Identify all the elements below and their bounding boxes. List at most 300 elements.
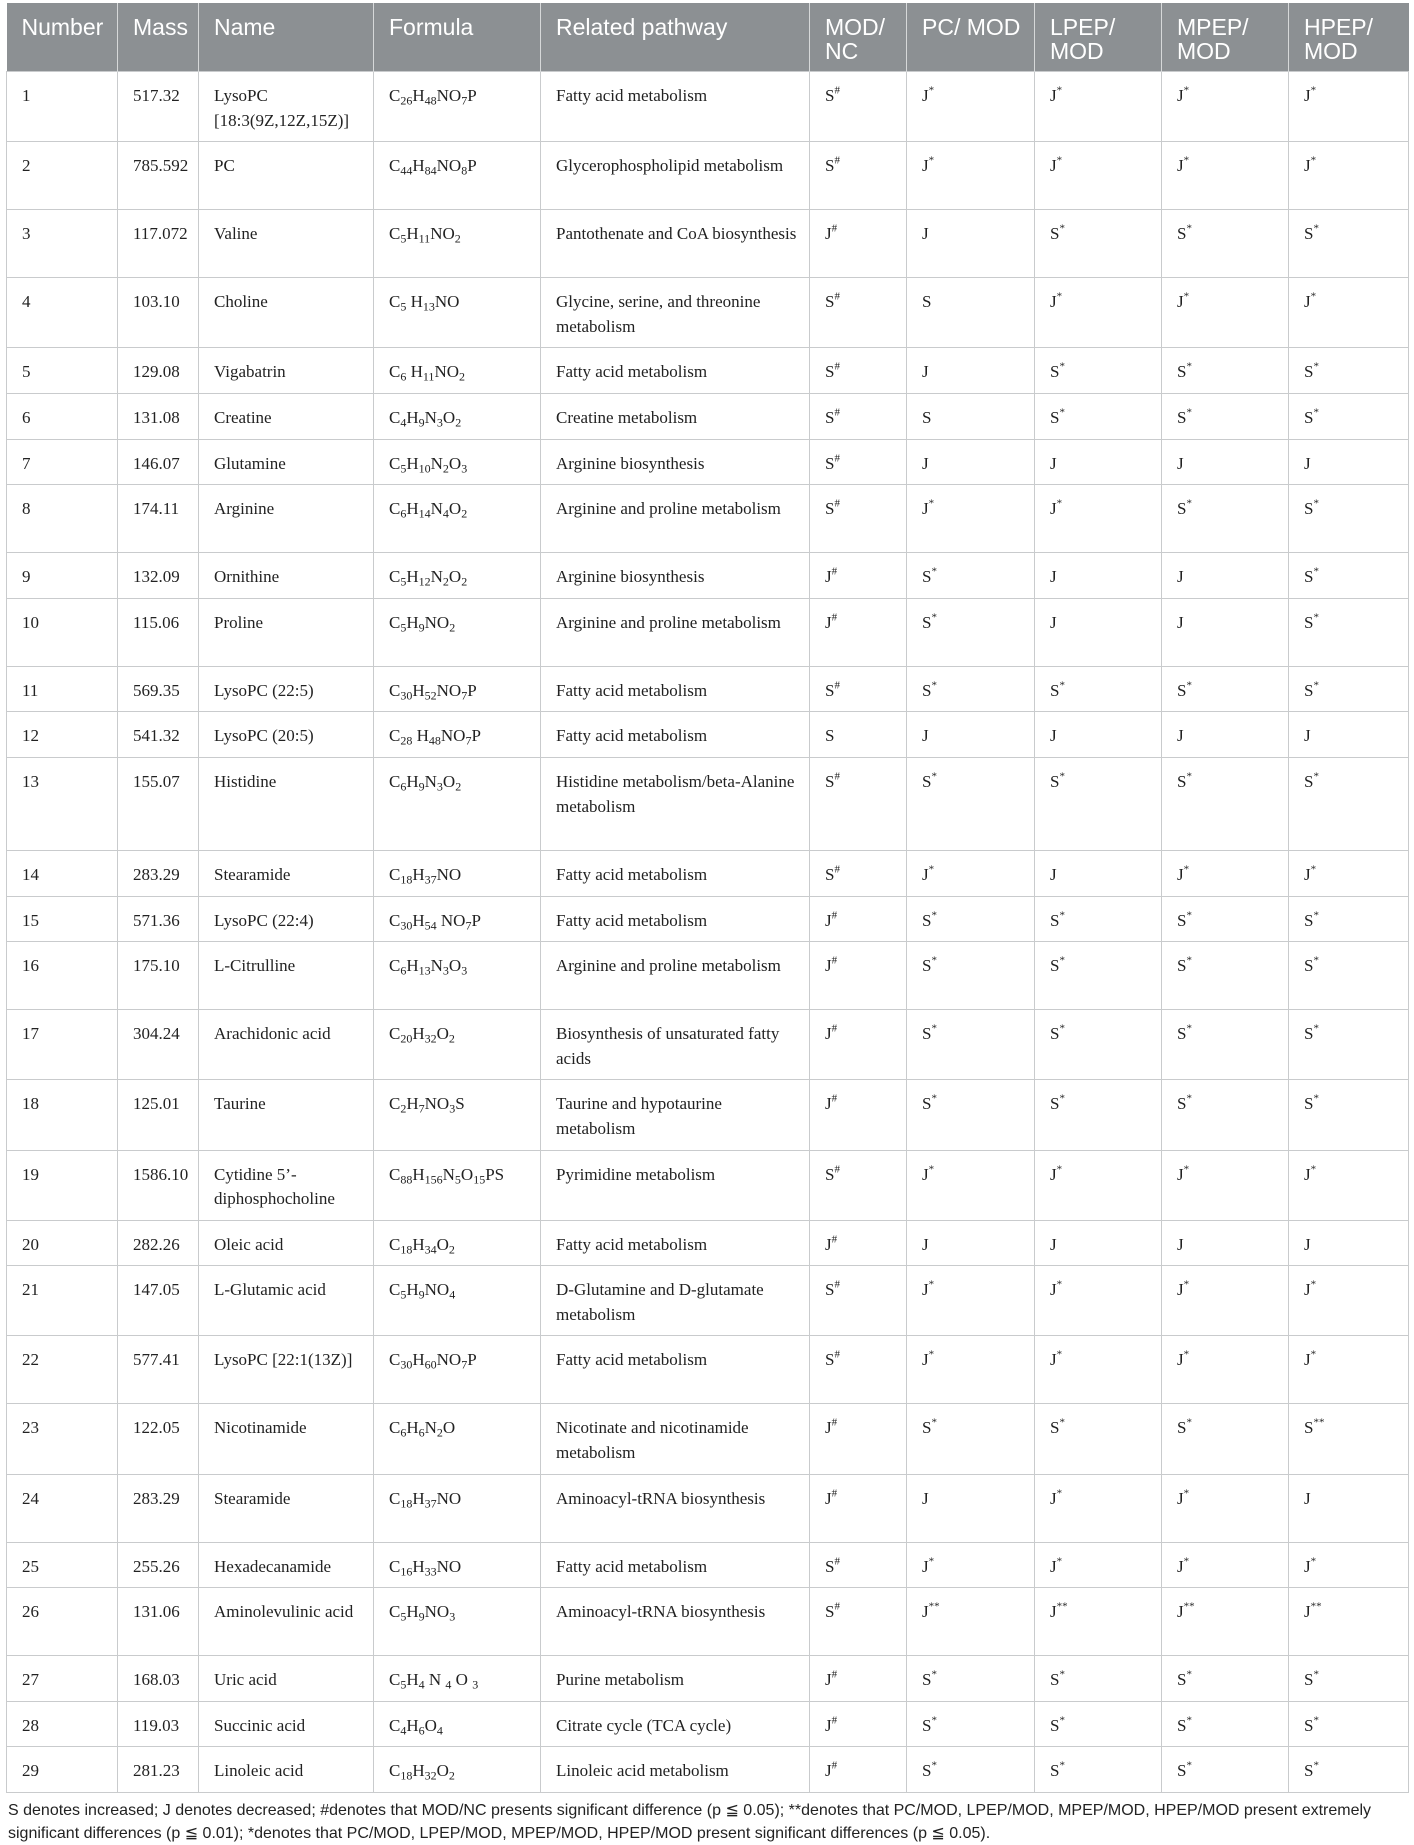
cell-pathway: Arginine and proline metabolism bbox=[541, 942, 810, 1010]
formula-subscript: 11 bbox=[422, 369, 435, 384]
cell-formula bbox=[374, 1701, 541, 1747]
cell-mpep-mod bbox=[1162, 1080, 1289, 1150]
change-direction: S bbox=[1304, 612, 1314, 632]
cell-name: Vigabatrin bbox=[199, 348, 374, 394]
change-direction: J bbox=[825, 1234, 832, 1254]
cell-mpep-mod bbox=[1162, 142, 1289, 210]
cell-pc-mod bbox=[907, 1747, 1035, 1793]
cell-hpep-mod bbox=[1289, 1701, 1409, 1747]
formula-subscript: 18 bbox=[400, 1769, 413, 1784]
significance-marker: * bbox=[1186, 1092, 1192, 1105]
significance-marker: # bbox=[831, 1759, 838, 1772]
cell-name: Nicotinamide bbox=[199, 1404, 374, 1474]
cell-name: Cytidine 5’-diphosphocholine bbox=[199, 1150, 374, 1220]
formula-subscript: 2 bbox=[442, 461, 449, 476]
formula-element: NO bbox=[424, 1280, 450, 1300]
cell-number: 24 bbox=[7, 1474, 118, 1542]
formula-subscript: 4 bbox=[400, 415, 407, 430]
formula-subscript: 16 bbox=[400, 1564, 413, 1579]
cell-hpep-mod bbox=[1289, 757, 1409, 850]
cell-pathway: Fatty acid metabolism bbox=[541, 72, 810, 142]
cell-pathway: Citrate cycle (TCA cycle) bbox=[541, 1701, 810, 1747]
cell-lpep-mod bbox=[1035, 1404, 1162, 1474]
significance-marker: * bbox=[1059, 222, 1065, 235]
cell-name: Histidine bbox=[199, 757, 374, 850]
formula-subscript: 6 bbox=[400, 506, 407, 521]
formula-subscript: 3 bbox=[436, 779, 443, 794]
change-direction: J bbox=[922, 1556, 929, 1576]
cell-mass: 122.05 bbox=[118, 1404, 199, 1474]
table-row bbox=[7, 1588, 1409, 1656]
significance-marker: * bbox=[1310, 1278, 1317, 1291]
cell-name: Linoleic acid bbox=[199, 1747, 374, 1793]
change-direction: J bbox=[922, 86, 929, 105]
table-row bbox=[7, 1747, 1409, 1793]
cell-name: Ornithine bbox=[199, 553, 374, 599]
formula-subscript: 2 bbox=[454, 231, 461, 246]
change-direction: J bbox=[825, 224, 832, 244]
cell-hpep-mod bbox=[1289, 142, 1409, 210]
change-direction: S bbox=[1304, 1418, 1314, 1438]
significance-marker: * bbox=[1059, 1092, 1065, 1105]
significance-marker: # bbox=[834, 863, 840, 876]
change-direction: S bbox=[1050, 362, 1060, 382]
table-row bbox=[7, 1336, 1409, 1404]
formula-subscript: 3 bbox=[436, 415, 443, 430]
significance-marker: * bbox=[1183, 290, 1190, 303]
cell-mpep-mod bbox=[1162, 1542, 1289, 1588]
cell-mass: 132.09 bbox=[118, 553, 199, 599]
cell-mass: 175.10 bbox=[118, 942, 199, 1010]
formula-subscript: 15 bbox=[473, 1172, 486, 1187]
change-direction: S bbox=[825, 680, 835, 700]
formula-subscript: 5 bbox=[400, 620, 407, 635]
cell-number: 19 bbox=[7, 1150, 118, 1220]
cell-lpep-mod bbox=[1035, 439, 1162, 485]
formula-element: N bbox=[430, 453, 443, 473]
cell-pathway: Linoleic acid metabolism bbox=[541, 1747, 810, 1793]
formula-subscript: 18 bbox=[400, 1242, 413, 1257]
cell-name: Glutamine bbox=[199, 439, 374, 485]
formula-element: C bbox=[389, 612, 401, 632]
change-direction: J bbox=[1304, 1556, 1311, 1576]
cell-formula bbox=[374, 553, 541, 599]
change-direction: S bbox=[922, 1024, 932, 1044]
significance-marker: * bbox=[1059, 679, 1065, 692]
cell-pathway: Taurine and hypotaurine metabolism bbox=[541, 1080, 810, 1150]
cell-pathway: Biosynthesis of unsaturated fatty acids bbox=[541, 1010, 810, 1080]
significance-marker: * bbox=[1313, 954, 1319, 967]
cell-lpep-mod bbox=[1035, 72, 1162, 142]
change-direction: S bbox=[1304, 567, 1314, 587]
cell-mpep-mod bbox=[1162, 712, 1289, 758]
formula-subscript: 4 bbox=[449, 1287, 456, 1302]
cell-number: 10 bbox=[7, 598, 118, 666]
formula-subscript: 34 bbox=[424, 1242, 437, 1257]
significance-marker: * bbox=[1056, 1486, 1063, 1499]
significance-marker: # bbox=[831, 1714, 838, 1727]
significance-marker: * bbox=[1313, 908, 1319, 921]
significance-marker: * bbox=[931, 679, 937, 692]
cell-pc-mod bbox=[907, 712, 1035, 758]
change-direction: S bbox=[1177, 499, 1187, 519]
cell-formula bbox=[374, 210, 541, 278]
cell-pathway: Arginine and proline metabolism bbox=[541, 598, 810, 666]
formula-element: NO bbox=[424, 1094, 450, 1114]
change-direction: J bbox=[1050, 86, 1057, 105]
significance-marker: * bbox=[1059, 1714, 1065, 1727]
formula-subscript: 5 bbox=[454, 1172, 461, 1187]
cell-pathway: D-Glutamine and D-glutamate metabolism bbox=[541, 1266, 810, 1336]
formula-element: P bbox=[471, 910, 481, 930]
cell-mass: 517.32 bbox=[118, 72, 199, 142]
significance-marker: # bbox=[831, 222, 838, 235]
cell-hpep-mod bbox=[1289, 942, 1409, 1010]
formula-subscript: 9 bbox=[418, 620, 425, 635]
change-direction: J bbox=[1304, 86, 1311, 105]
change-direction: S bbox=[1304, 224, 1314, 244]
cell-number: 26 bbox=[7, 1588, 118, 1656]
change-direction: J bbox=[1050, 499, 1057, 519]
cell-lpep-mod bbox=[1035, 1747, 1162, 1793]
cell-name: Creatine bbox=[199, 393, 374, 439]
formula-subscript: 26 bbox=[400, 93, 413, 108]
formula-subscript: 14 bbox=[418, 506, 431, 521]
cell-formula bbox=[374, 896, 541, 942]
change-direction: J bbox=[1050, 726, 1057, 746]
significance-marker: # bbox=[834, 290, 840, 303]
change-direction: S bbox=[1177, 1094, 1187, 1114]
cell-pc-mod bbox=[907, 1336, 1035, 1404]
change-direction: S bbox=[1050, 1761, 1060, 1781]
cell-mass: 283.29 bbox=[118, 1474, 199, 1542]
change-direction: S bbox=[825, 771, 835, 791]
column-header-formula: Formula bbox=[374, 3, 541, 72]
change-direction: J bbox=[922, 499, 929, 519]
change-direction: J bbox=[1050, 1350, 1057, 1370]
change-direction: J bbox=[1177, 567, 1184, 587]
significance-marker: # bbox=[834, 1554, 840, 1567]
significance-marker: * bbox=[1059, 770, 1065, 783]
cell-mod-nc bbox=[810, 1474, 907, 1542]
change-direction: J bbox=[1177, 1350, 1184, 1370]
cell-name: LysoPC (20:5) bbox=[199, 712, 374, 758]
cell-mass: 119.03 bbox=[118, 1701, 199, 1747]
formula-element: S bbox=[455, 1094, 465, 1114]
cell-mod-nc bbox=[810, 757, 907, 850]
cell-lpep-mod bbox=[1035, 1588, 1162, 1656]
formula-element: O bbox=[442, 1418, 456, 1438]
significance-marker: # bbox=[831, 1416, 838, 1429]
change-direction: S bbox=[922, 292, 932, 312]
change-direction: S bbox=[1304, 1670, 1314, 1690]
cell-mass: 174.11 bbox=[118, 485, 199, 553]
formula-subscript: 6 bbox=[418, 1426, 425, 1441]
formula-element: NO bbox=[424, 1602, 450, 1622]
cell-pathway: Purine metabolism bbox=[541, 1656, 810, 1702]
change-direction: J bbox=[1304, 864, 1311, 884]
change-direction: S bbox=[1050, 771, 1060, 791]
formula-subscript: 30 bbox=[400, 918, 413, 933]
significance-marker: * bbox=[1186, 1759, 1192, 1772]
table-row bbox=[7, 850, 1409, 896]
change-direction: J bbox=[922, 156, 929, 176]
cell-formula bbox=[374, 485, 541, 553]
cell-mass: 103.10 bbox=[118, 278, 199, 348]
change-direction: J bbox=[1050, 292, 1057, 312]
change-direction: S bbox=[1050, 910, 1060, 930]
cell-name: LysoPC [22:1(13Z)] bbox=[199, 1336, 374, 1404]
change-direction: J bbox=[1304, 292, 1311, 312]
formula-element: C bbox=[389, 499, 401, 519]
cell-lpep-mod bbox=[1035, 1150, 1162, 1220]
change-direction: J bbox=[922, 1234, 929, 1254]
change-direction: S bbox=[922, 407, 932, 427]
formula-subscript: 6 bbox=[418, 1723, 425, 1738]
cell-mass: 129.08 bbox=[118, 348, 199, 394]
significance-marker: * bbox=[1310, 1348, 1317, 1361]
formula-element: C bbox=[389, 1670, 401, 1690]
significance-marker: * bbox=[931, 611, 937, 624]
formula-element: NO bbox=[434, 292, 460, 312]
table-row bbox=[7, 1474, 1409, 1542]
formula-subscript: 4 bbox=[445, 1677, 452, 1692]
cell-mpep-mod bbox=[1162, 210, 1289, 278]
cell-pc-mod bbox=[907, 1474, 1035, 1542]
column-header-name: Name bbox=[199, 3, 374, 72]
change-direction: J bbox=[922, 1280, 929, 1300]
significance-marker: * bbox=[1186, 908, 1192, 921]
change-direction: J bbox=[1050, 1602, 1057, 1622]
significance-marker: * bbox=[1059, 406, 1065, 419]
change-direction: J bbox=[1304, 1488, 1311, 1508]
significance-marker: * bbox=[1059, 1668, 1065, 1681]
change-direction: S bbox=[1177, 224, 1187, 244]
formula-element: H bbox=[406, 362, 423, 382]
change-direction: S bbox=[825, 86, 835, 105]
change-direction: S bbox=[825, 1556, 835, 1576]
significance-marker: * bbox=[1059, 1022, 1065, 1035]
cell-hpep-mod bbox=[1289, 1404, 1409, 1474]
significance-marker: * bbox=[928, 1278, 935, 1291]
significance-marker: * bbox=[1310, 84, 1317, 97]
significance-marker: * bbox=[931, 954, 937, 967]
formula-element: C bbox=[389, 292, 401, 312]
formula-subscript: 7 bbox=[465, 733, 472, 748]
cell-mass: 282.26 bbox=[118, 1220, 199, 1266]
formula-subscript: 2 bbox=[455, 415, 462, 430]
formula-element: NO bbox=[434, 362, 459, 382]
cell-hpep-mod bbox=[1289, 210, 1409, 278]
significance-marker: # bbox=[834, 679, 840, 692]
significance-marker: * bbox=[1056, 1278, 1063, 1291]
cell-hpep-mod bbox=[1289, 1656, 1409, 1702]
cell-pathway: Arginine biosynthesis bbox=[541, 439, 810, 485]
cell-number: 6 bbox=[7, 393, 118, 439]
formula-element: N bbox=[442, 1164, 455, 1184]
table-row bbox=[7, 553, 1409, 599]
formula-element: O bbox=[436, 1024, 449, 1044]
significance-marker: * bbox=[1186, 1022, 1192, 1035]
formula-subscript: 13 bbox=[418, 963, 431, 978]
cell-formula bbox=[374, 712, 541, 758]
change-direction: S bbox=[825, 156, 835, 176]
cell-mpep-mod bbox=[1162, 553, 1289, 599]
column-header-pc-mod: PC/ MOD bbox=[907, 3, 1035, 72]
cell-hpep-mod bbox=[1289, 850, 1409, 896]
significance-marker: * bbox=[931, 1714, 937, 1727]
cell-name: L-Glutamic acid bbox=[199, 1266, 374, 1336]
cell-pc-mod bbox=[907, 210, 1035, 278]
cell-mod-nc bbox=[810, 485, 907, 553]
formula-element: C bbox=[389, 956, 401, 976]
change-direction: S bbox=[922, 771, 932, 791]
change-direction: S bbox=[1050, 224, 1060, 244]
change-direction: S bbox=[1050, 1670, 1060, 1690]
formula-element: NO bbox=[436, 156, 462, 176]
table-row bbox=[7, 942, 1409, 1010]
column-header-mpep-mod: MPEP/ MOD bbox=[1162, 3, 1289, 72]
cell-hpep-mod bbox=[1289, 1542, 1409, 1588]
column-header-mass: Mass bbox=[118, 3, 199, 72]
table-row bbox=[7, 278, 1409, 348]
cell-mod-nc bbox=[810, 142, 907, 210]
cell-number: 20 bbox=[7, 1220, 118, 1266]
cell-formula bbox=[374, 439, 541, 485]
formula-element: H bbox=[412, 1350, 425, 1370]
change-direction: S bbox=[1050, 956, 1060, 976]
cell-mod-nc bbox=[810, 712, 907, 758]
cell-mass: 283.29 bbox=[118, 850, 199, 896]
significance-marker: * bbox=[1310, 154, 1317, 167]
formula-element: P bbox=[467, 86, 477, 105]
significance-marker: * bbox=[931, 1092, 937, 1105]
formula-element: O bbox=[448, 567, 462, 587]
cell-mass: 131.06 bbox=[118, 1588, 199, 1656]
change-direction: J bbox=[825, 910, 832, 930]
formula-subscript: 2 bbox=[459, 369, 465, 384]
formula-element: H bbox=[412, 156, 425, 176]
cell-number: 25 bbox=[7, 1542, 118, 1588]
significance-marker: ** bbox=[1183, 1600, 1195, 1613]
cell-mass: 115.06 bbox=[118, 598, 199, 666]
formula-element: H bbox=[406, 499, 419, 519]
formula-subscript: 12 bbox=[418, 574, 431, 589]
significance-marker: # bbox=[831, 1022, 838, 1035]
formula-subscript: 6 bbox=[400, 963, 407, 978]
cell-mass: 541.32 bbox=[118, 712, 199, 758]
change-direction: J bbox=[1304, 1280, 1311, 1300]
cell-pc-mod bbox=[907, 393, 1035, 439]
formula-element: H bbox=[412, 1234, 425, 1254]
cell-mass: 125.01 bbox=[118, 1080, 199, 1150]
cell-mod-nc bbox=[810, 210, 907, 278]
formula-element: O bbox=[451, 1670, 473, 1690]
table-body bbox=[7, 72, 1409, 1793]
formula-element: H bbox=[406, 407, 419, 427]
table-row bbox=[7, 1656, 1409, 1702]
formula-element: O bbox=[436, 1761, 449, 1781]
significance-marker: # bbox=[831, 1486, 838, 1499]
significance-marker: * bbox=[1186, 679, 1192, 692]
document-page bbox=[6, 3, 1408, 1845]
cell-hpep-mod bbox=[1289, 1474, 1409, 1542]
significance-marker: # bbox=[831, 611, 838, 624]
cell-number: 1 bbox=[7, 72, 118, 142]
cell-formula bbox=[374, 1150, 541, 1220]
cell-lpep-mod bbox=[1035, 1080, 1162, 1150]
change-direction: S bbox=[922, 1761, 932, 1781]
cell-mod-nc bbox=[810, 348, 907, 394]
formula-element: P bbox=[471, 726, 481, 746]
change-direction: J bbox=[1177, 453, 1184, 473]
significance-marker: ** bbox=[1313, 1416, 1325, 1429]
significance-marker: # bbox=[834, 406, 840, 419]
formula-subscript: 9 bbox=[418, 415, 425, 430]
formula-subscript: 8 bbox=[461, 163, 468, 178]
significance-marker: * bbox=[1186, 497, 1192, 510]
significance-marker: * bbox=[1313, 565, 1319, 578]
significance-marker: * bbox=[1313, 1022, 1319, 1035]
formula-subscript: 6 bbox=[400, 779, 407, 794]
change-direction: J bbox=[922, 453, 929, 473]
formula-element: C bbox=[389, 1488, 401, 1508]
cell-pc-mod bbox=[907, 553, 1035, 599]
cell-formula bbox=[374, 1747, 541, 1793]
formula-subscript: 7 bbox=[465, 918, 472, 933]
metabolite-table bbox=[6, 3, 1409, 1793]
cell-mod-nc bbox=[810, 942, 907, 1010]
cell-name: Hexadecanamide bbox=[199, 1542, 374, 1588]
change-direction: S bbox=[1050, 680, 1060, 700]
cell-formula bbox=[374, 1588, 541, 1656]
significance-marker: * bbox=[1059, 908, 1065, 921]
cell-mass: 117.072 bbox=[118, 210, 199, 278]
formula-element: N bbox=[424, 407, 437, 427]
significance-marker: * bbox=[1186, 360, 1192, 373]
formula-subscript: 10 bbox=[418, 461, 431, 476]
formula-subscript: 48 bbox=[428, 733, 441, 748]
cell-pathway: Pantothenate and CoA biosynthesis bbox=[541, 210, 810, 278]
significance-marker: * bbox=[1186, 1714, 1192, 1727]
cell-lpep-mod bbox=[1035, 142, 1162, 210]
formula-subscript: 20 bbox=[400, 1031, 413, 1046]
cell-number: 29 bbox=[7, 1747, 118, 1793]
significance-marker: * bbox=[1059, 954, 1065, 967]
change-direction: J bbox=[1177, 612, 1184, 632]
cell-lpep-mod bbox=[1035, 485, 1162, 553]
change-direction: J bbox=[922, 362, 929, 382]
cell-name: Stearamide bbox=[199, 1474, 374, 1542]
formula-element: H bbox=[406, 224, 419, 244]
change-direction: J bbox=[1304, 1234, 1311, 1254]
cell-hpep-mod bbox=[1289, 393, 1409, 439]
cell-mod-nc bbox=[810, 1701, 907, 1747]
significance-marker: * bbox=[1313, 406, 1319, 419]
formula-element: O bbox=[448, 956, 462, 976]
significance-marker: * bbox=[1186, 1416, 1192, 1429]
significance-marker: * bbox=[1056, 290, 1063, 303]
formula-subscript: 5 bbox=[400, 1609, 407, 1624]
significance-marker: # bbox=[834, 770, 840, 783]
cell-number: 22 bbox=[7, 1336, 118, 1404]
change-direction: S bbox=[922, 567, 932, 587]
table-row bbox=[7, 439, 1409, 485]
change-direction: S bbox=[825, 1602, 835, 1622]
formula-element: H bbox=[412, 726, 429, 746]
change-direction: J bbox=[1304, 726, 1311, 746]
change-direction: S bbox=[1304, 680, 1314, 700]
